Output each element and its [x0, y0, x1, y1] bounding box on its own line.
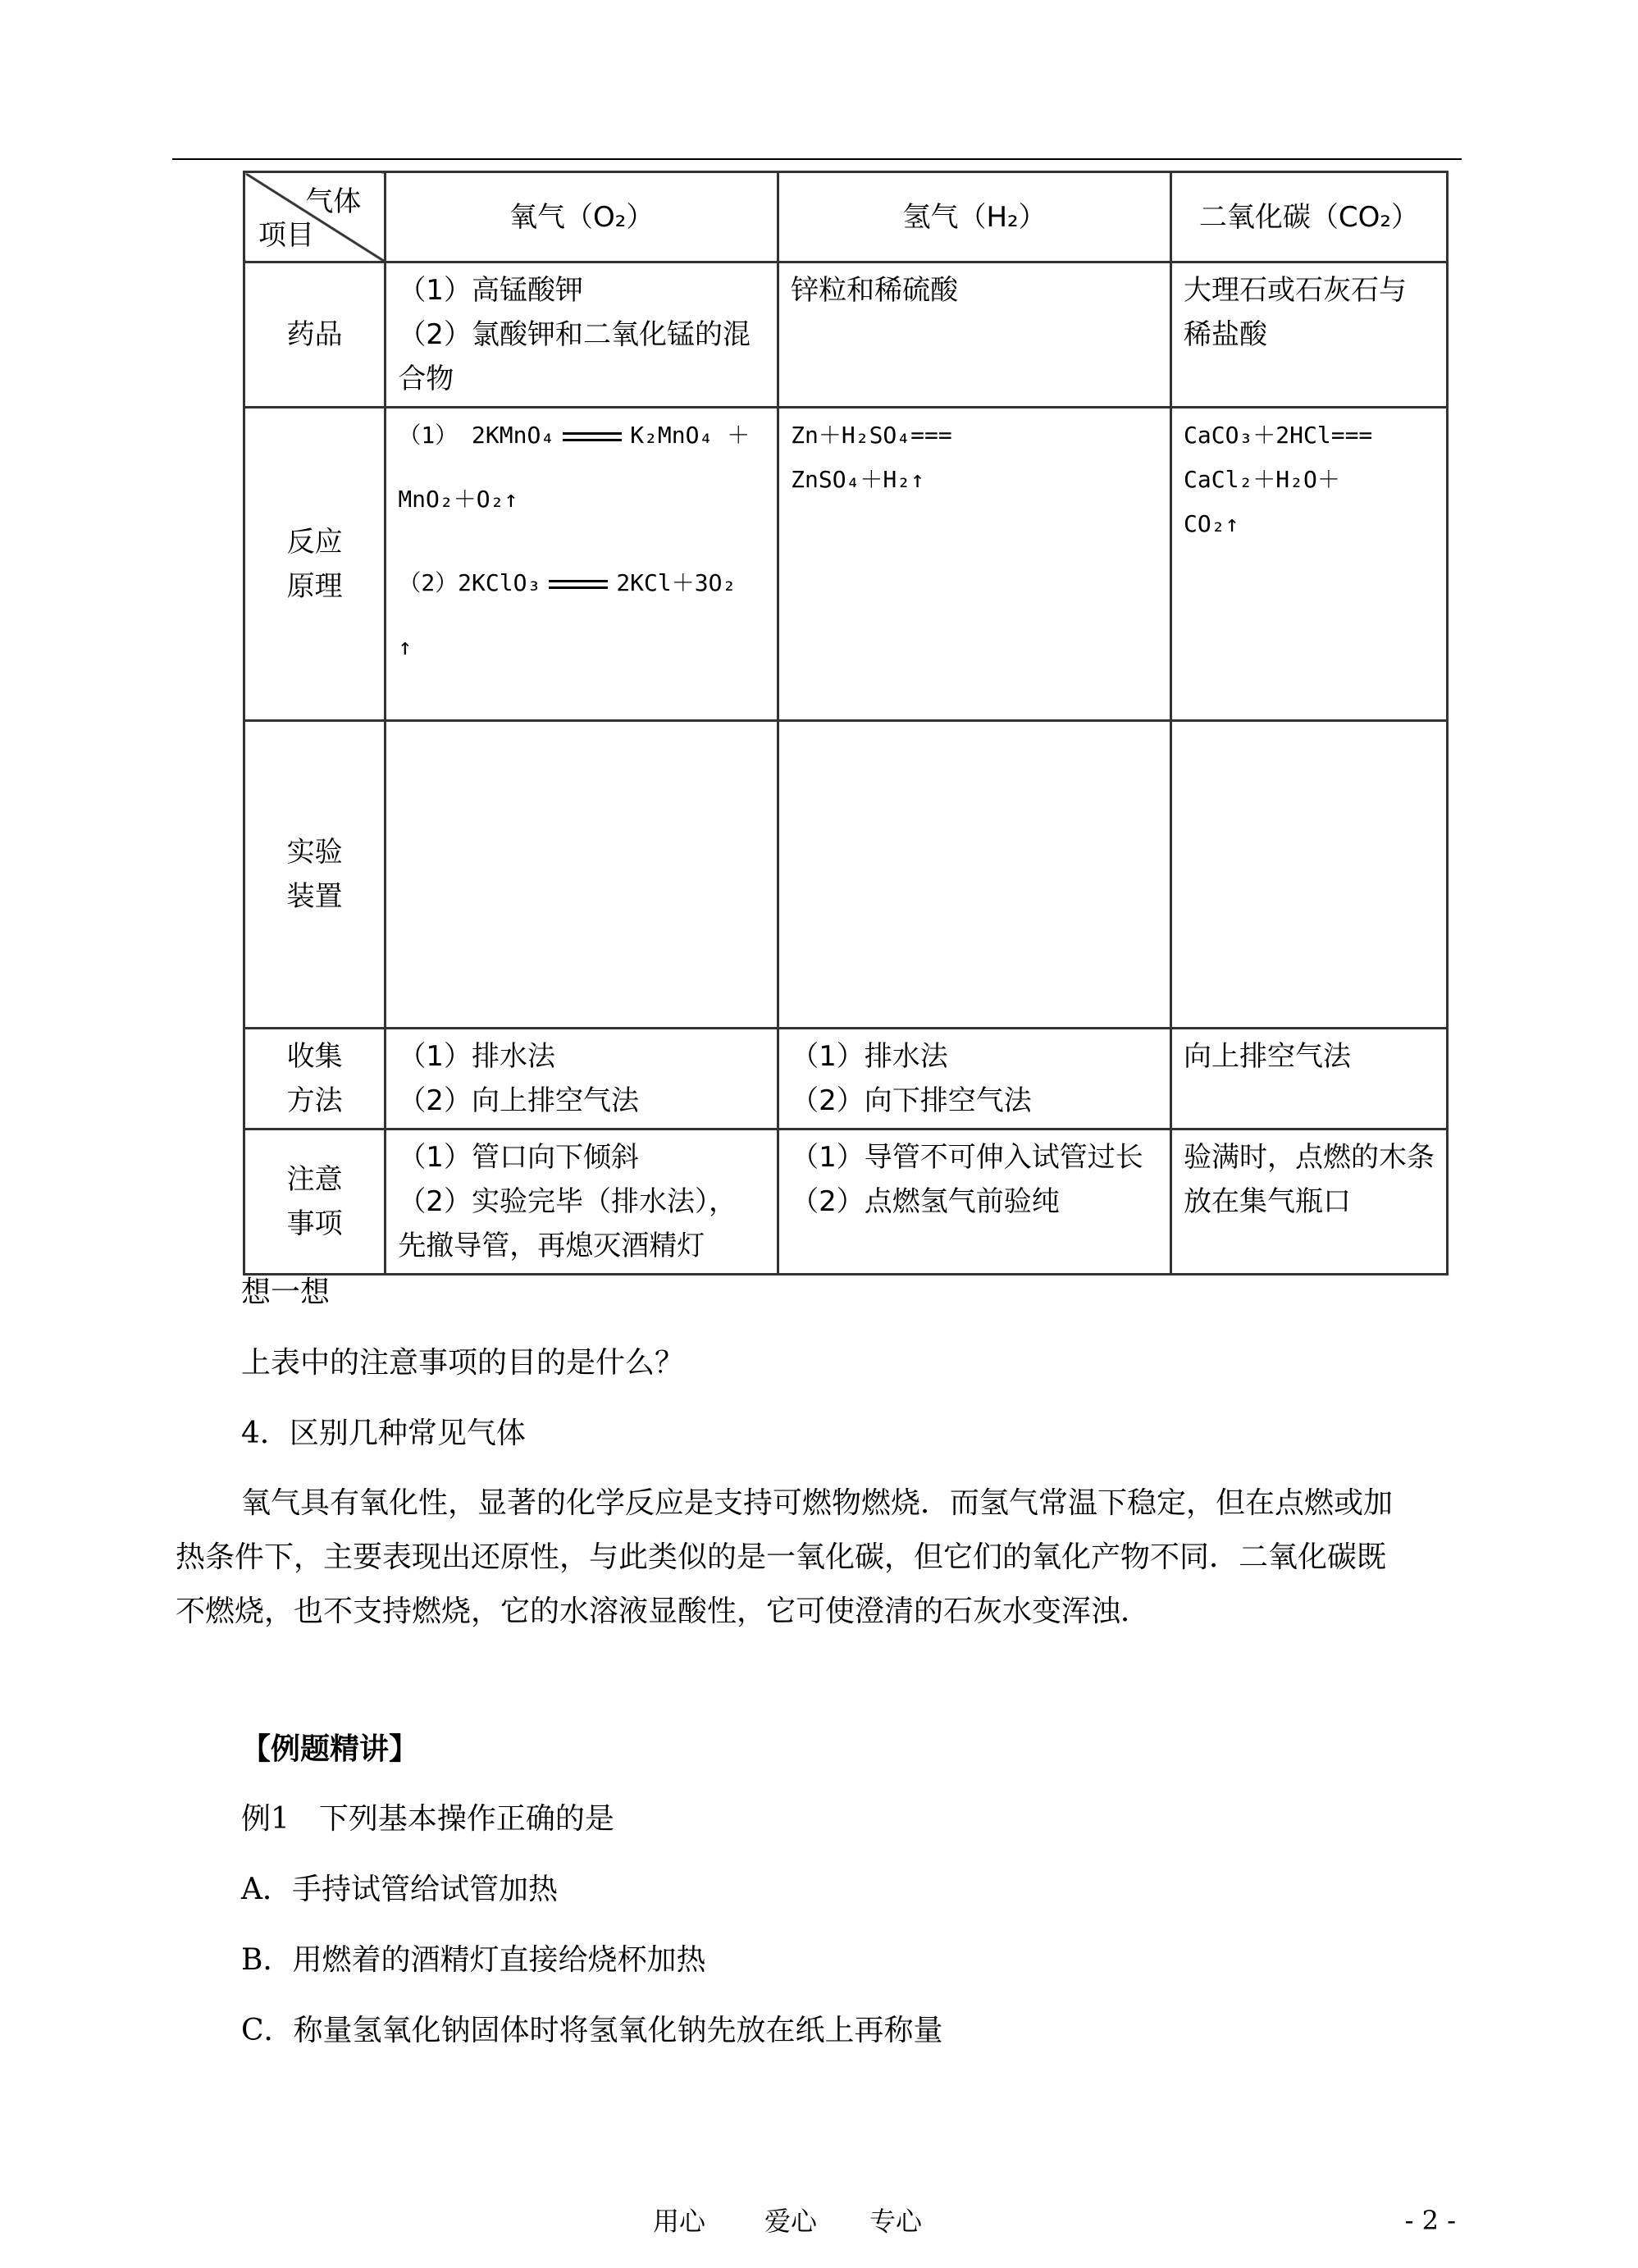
cell-reagents-hydrogen: 锌粒和稀硫酸 [778, 262, 1171, 408]
cell-notes-co2: 验满时，点燃的木条 放在集气瓶口 [1171, 1129, 1448, 1275]
cell-reaction-hydrogen: Zn＋H₂SO₄=== ZnSO₄＋H₂↑ [778, 408, 1171, 721]
cell-apparatus-hydrogen [778, 721, 1171, 1029]
gas-preparation-table [243, 171, 1449, 1275]
corner-bottom-label: 项目 [258, 219, 314, 252]
option-c: C．称量氢氧化钠固体时将氢氧化钠先放在纸上再称量 [241, 2014, 943, 2047]
page-number: - 2 - [1404, 2205, 1456, 2236]
cell-apparatus-co2 [1171, 721, 1448, 1029]
option-b: B．用燃着的酒精灯直接给烧杯加热 [241, 1943, 706, 1977]
cell-reagents-co2: 大理石或石灰石与 稀盐酸 [1171, 262, 1448, 408]
footer-word-3: 专心 [869, 2206, 923, 2237]
row-header-collection: 收集 方法 [244, 1029, 386, 1129]
cell-reagents-oxygen: （1）高锰酸钾 （2）氯酸钾和二氧化锰的混 合物 [386, 262, 778, 408]
think-title: 想一想 [241, 1275, 331, 1309]
think-question: 上表中的注意事项的目的是什么？ [241, 1346, 685, 1380]
cell-apparatus-oxygen [386, 721, 778, 1029]
column-header-oxygen: 氧气（O₂） [386, 172, 778, 262]
row-header-reaction: 反应 原理 [244, 408, 386, 721]
header-rule [172, 158, 1462, 160]
cell-reaction-co2: CaCO₃＋2HCl=== CaCl₂＋H₂O＋ CO₂↑ [1171, 408, 1448, 721]
example-section-heading: 【例题精讲】 [241, 1732, 419, 1766]
footer-word-1: 用心 [653, 2206, 706, 2237]
row-header-reagents: 药品 [244, 262, 386, 408]
example-1-question: 例1 下列基本操作正确的是 [241, 1802, 614, 1836]
corner-header-cell [244, 172, 386, 262]
gas-distinguish-paragraph: 氧气具有氧化性，显著的化学反应是支持可燃物燃烧．而氢气常温下稳定，但在点燃或加 热条件下，主要表现出还原性，与此类似的是一氧化碳，但它们的氧化产物不同．二氧化碳既 不燃烧，也不支持燃烧，它的水溶液显酸性，它可使澄清的石灰水变浑浊． [176, 1486, 1394, 1628]
cell-collection-hydrogen: （1）排水法 （2）向下排空气法 [778, 1029, 1171, 1129]
cell-reaction-oxygen: （1） 2KMnO₄ K₂MnO₄ ＋ MnO₂＋O₂↑ （2）2KClO₃ 2KCl＋3O₂ ↑ [386, 408, 778, 721]
equals-sign-icon [549, 580, 608, 589]
footer-word-2: 爱心 [764, 2206, 818, 2237]
equals-sign-icon [563, 432, 622, 441]
option-a: A．手持试管给试管加热 [241, 1873, 558, 1906]
column-header-hydrogen: 氢气（H₂） [778, 172, 1171, 262]
cell-collection-co2: 向上排空气法 [1171, 1029, 1448, 1129]
row-header-apparatus: 实验 装置 [244, 721, 386, 1029]
cell-notes-oxygen: （1）管口向下倾斜 （2）实验完毕（排水法）， 先撤导管，再熄灭酒精灯 [386, 1129, 778, 1275]
column-header-co2: 二氧化碳（CO₂） [1171, 172, 1448, 262]
row-header-notes: 注意 事项 [244, 1129, 386, 1275]
corner-top-label: 气体 [305, 185, 362, 218]
section-heading-4: 4．区别几种常见气体 [241, 1417, 526, 1450]
cell-collection-oxygen: （1）排水法 （2）向上排空气法 [386, 1029, 778, 1129]
cell-notes-hydrogen: （1）导管不可伸入试管过长 （2）点燃氢气前验纯 [778, 1129, 1171, 1275]
